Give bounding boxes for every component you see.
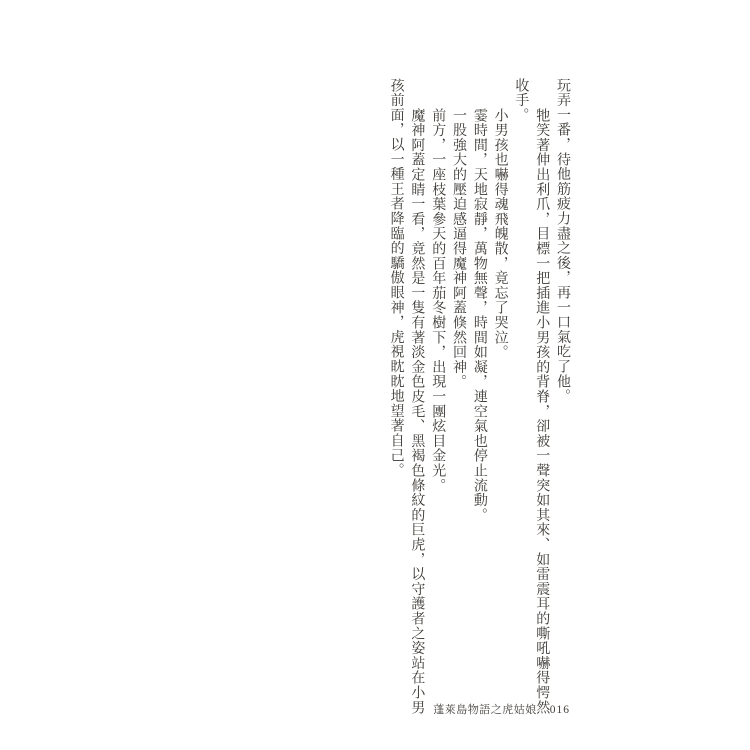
text-column: 孩前面，以一種王者降臨的驕傲眼神，虎視眈眈地望著自己。 <box>388 78 404 478</box>
text-column: 收手。 <box>513 78 529 123</box>
text-column: 一股強大的壓迫感逼得魔神阿蓋倏然回神。 <box>451 108 467 390</box>
text-column: 小男孩也嚇得魂飛魄散，竟忘了哭泣。 <box>492 108 508 360</box>
page-number: 016 <box>549 704 570 716</box>
running-title: 蓬萊島物語之虎姑娘 <box>433 704 537 716</box>
text-column: 牠笑著伸出利爪，目標一把插進小男孩的背脊，卻被一聲突如其來、如雷震耳的嘶吼嚇得愕然 <box>534 108 550 715</box>
text-column: 霎時間，天地寂靜，萬物無聲，時間如凝，連空氣也停止流動。 <box>471 108 487 523</box>
text-column: 玩弄一番，待他筋疲力盡之後，再一口氣吃了他。 <box>555 78 570 404</box>
page-footer <box>433 701 570 717</box>
text-column: 魔神阿蓋定睛一看，竟然是一隻有著淡金色皮毛、黑褐色條紋的巨虎，以守護者之姿站在小男 <box>409 108 425 715</box>
text-column: 前方，一座枝葉參天的百年茄冬樹下，出現一團炫目金光。 <box>430 108 446 493</box>
